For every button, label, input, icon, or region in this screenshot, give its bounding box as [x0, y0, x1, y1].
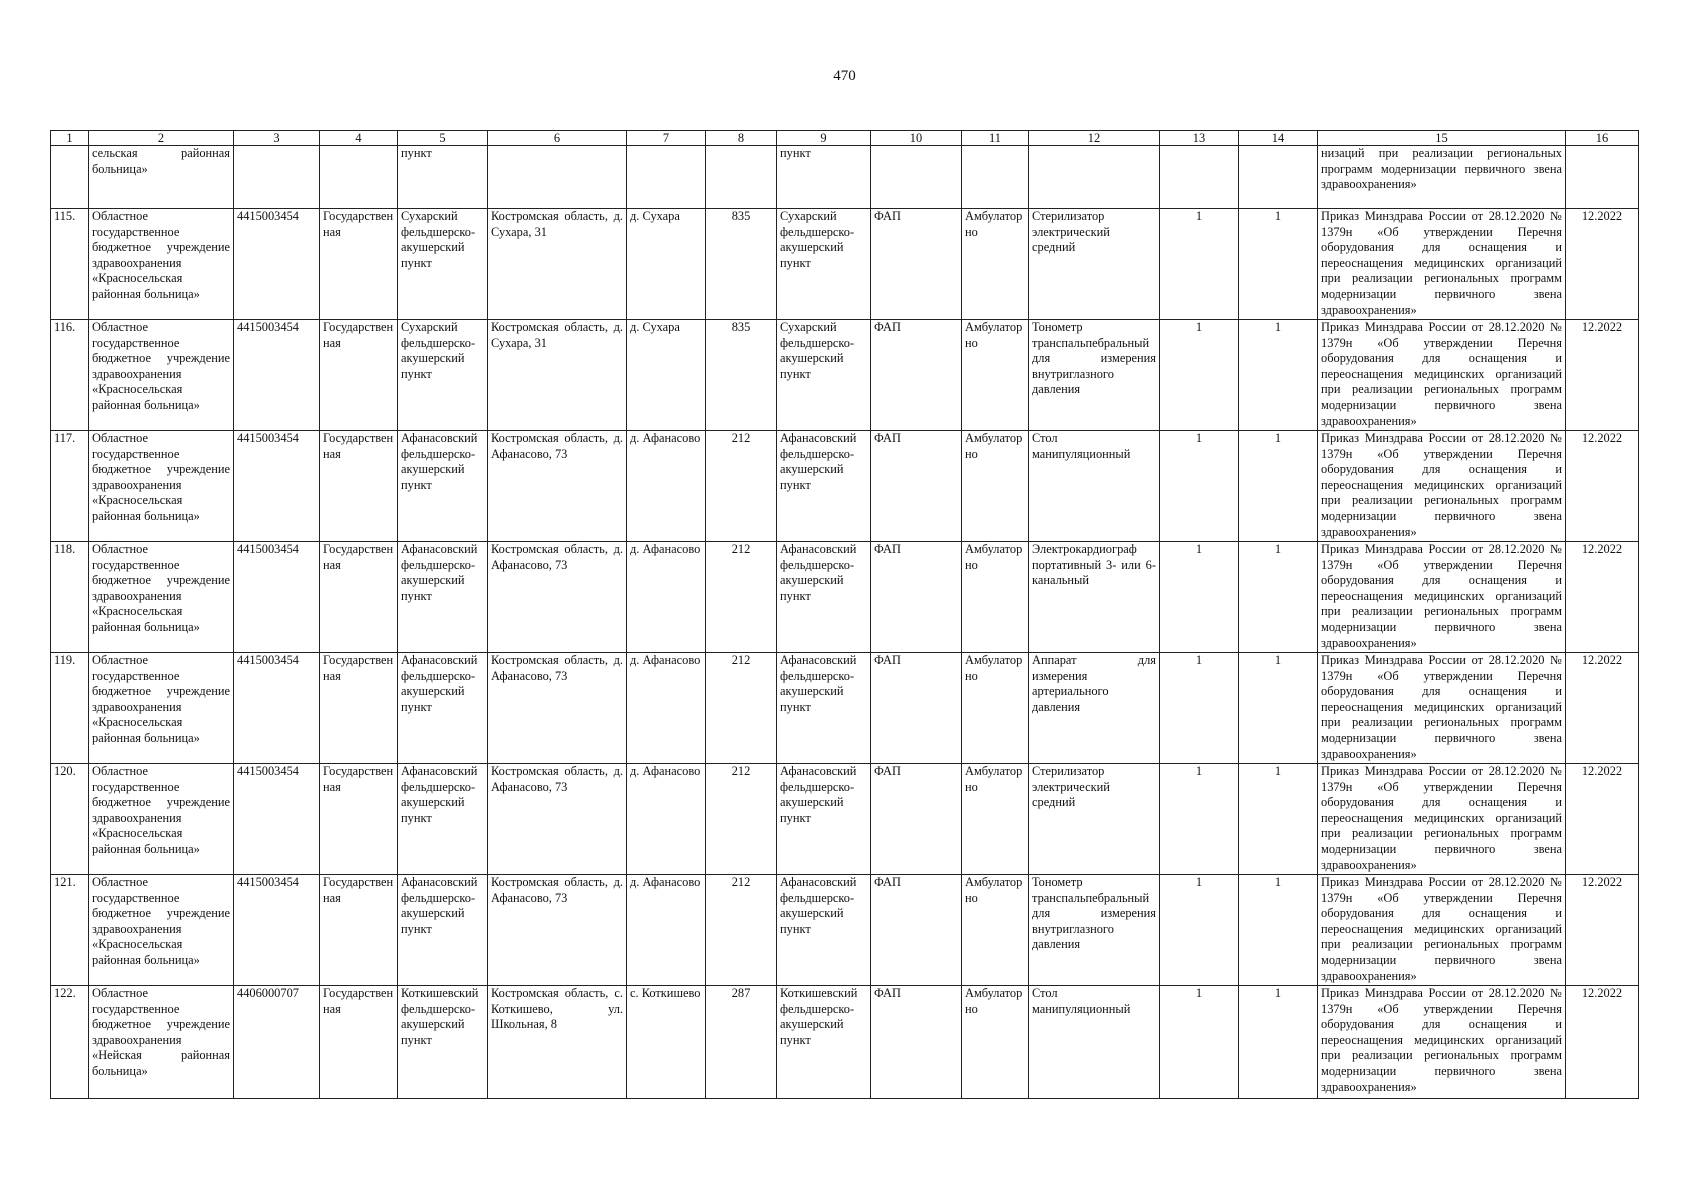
- cell-address: Костромская область, с. Коткишево, ул. Школьная, 8: [488, 986, 627, 1099]
- cell-basis: Приказ Минздрава России от 28.12.2020 № 1379н «Об утверждении Перечня оборудования для оснащения и переоснащения медицинских организаций при реализации региональных программ модернизации первичного звена здравоохранения»: [1318, 653, 1566, 764]
- cell-ownership: Государственная: [320, 764, 398, 875]
- cell-care-conditions: Амбулаторно: [962, 320, 1029, 431]
- cell-unit-type: ФАП: [871, 986, 962, 1099]
- cell-quantity: 1: [1239, 431, 1318, 542]
- cell-ownership: Государственная: [320, 542, 398, 653]
- cell-basis: Приказ Минздрава России от 28.12.2020 № 1379н «Об утверждении Перечня оборудования для оснащения и переоснащения медицинских организаций при реализации региональных программ модернизации первичного звена здравоохранения»: [1318, 986, 1566, 1099]
- cell-unit: Афанасовский фельдшерско-акушерский пункт: [777, 653, 871, 764]
- cell-locality: д. Афанасово: [627, 653, 706, 764]
- cell-unit: Афанасовский фельдшерско-акушерский пункт: [777, 542, 871, 653]
- cell-equipment: Стол манипуляционный: [1029, 431, 1160, 542]
- cell-care-conditions: Амбулаторно: [962, 431, 1029, 542]
- cell-locality: д. Афанасово: [627, 875, 706, 986]
- cell-date: 12.2022: [1566, 764, 1639, 875]
- cell-date: 12.2022: [1566, 986, 1639, 1099]
- page-number: 470: [833, 68, 856, 84]
- cell-population: 835: [706, 209, 777, 320]
- cell-date: 12.2022: [1566, 320, 1639, 431]
- cell-facility-name: Сухарский фельдшерско-акушерский пункт: [398, 320, 488, 431]
- cell-unit-type: ФАП: [871, 764, 962, 875]
- column-number: 10: [871, 131, 962, 146]
- cell-organization: Областное государственное бюджетное учреждение здравоохранения «Красносельская районная больница»: [89, 764, 234, 875]
- column-number: 11: [962, 131, 1029, 146]
- cell-care-conditions: Амбулаторно: [962, 542, 1029, 653]
- table-row: [51, 320, 1639, 431]
- cell-locality: д. Сухара: [627, 209, 706, 320]
- cell-quantity: 1: [1160, 209, 1239, 320]
- cell-ownership: Государственная: [320, 209, 398, 320]
- cell-quantity: 1: [1239, 653, 1318, 764]
- cell-quantity: 1: [1239, 209, 1318, 320]
- cell-care-conditions: Амбулаторно: [962, 653, 1029, 764]
- cell-ownership: Государственная: [320, 986, 398, 1099]
- cell-facility-name: пункт: [398, 146, 488, 209]
- column-number: 1: [51, 131, 89, 146]
- cell-unit: Коткишевский фельдшерско-акушерский пункт: [777, 986, 871, 1099]
- column-number: 4: [320, 131, 398, 146]
- cell-organization: Областное государственное бюджетное учреждение здравоохранения «Красносельская районная больница»: [89, 320, 234, 431]
- cell-row-number: 122.: [51, 986, 89, 1099]
- cell-row-number: 115.: [51, 209, 89, 320]
- cell-address: Костромская область, д. Афанасово, 73: [488, 875, 627, 986]
- cell-organization: Областное государственное бюджетное учреждение здравоохранения «Красносельская районная больница»: [89, 875, 234, 986]
- cell-care-conditions: Амбулаторно: [962, 209, 1029, 320]
- cell-quantity: 1: [1160, 653, 1239, 764]
- cell-facility-name: Афанасовский фельдшерско-акушерский пункт: [398, 653, 488, 764]
- cell-equipment: Стол манипуляционный: [1029, 986, 1160, 1099]
- cell-unit-type: ФАП: [871, 431, 962, 542]
- cell-quantity: 1: [1239, 542, 1318, 653]
- cell-unit-type: ФАП: [871, 320, 962, 431]
- cell-inn: 4415003454: [234, 653, 320, 764]
- cell-organization: Областное государственное бюджетное учреждение здравоохранения «Красносельская районная больница»: [89, 653, 234, 764]
- cell-equipment: Электрокардиограф портативный 3- или 6-канальный: [1029, 542, 1160, 653]
- cell-unit: Сухарский фельдшерско-акушерский пункт: [777, 209, 871, 320]
- cell-equipment: Стерилизатор электрический средний: [1029, 764, 1160, 875]
- cell-date: 12.2022: [1566, 431, 1639, 542]
- cell-unit: Афанасовский фельдшерско-акушерский пункт: [777, 875, 871, 986]
- cell-unit: Афанасовский фельдшерско-акушерский пункт: [777, 431, 871, 542]
- cell-quantity: 1: [1239, 320, 1318, 431]
- cell-row-number: 117.: [51, 431, 89, 542]
- cell-quantity: 1: [1239, 986, 1318, 1099]
- cell-row-number: 120.: [51, 764, 89, 875]
- column-number: 5: [398, 131, 488, 146]
- cell-facility-name: Афанасовский фельдшерско-акушерский пункт: [398, 542, 488, 653]
- column-number: 6: [488, 131, 627, 146]
- cell-ownership: Государственная: [320, 653, 398, 764]
- table-row: [51, 764, 1639, 875]
- cell-facility-name: Афанасовский фельдшерско-акушерский пункт: [398, 431, 488, 542]
- cell-locality: д. Афанасово: [627, 764, 706, 875]
- cell-population: 212: [706, 875, 777, 986]
- cell-organization: Областное государственное бюджетное учреждение здравоохранения «Красносельская районная больница»: [89, 431, 234, 542]
- cell-locality: д. Сухара: [627, 320, 706, 431]
- cell-basis: Приказ Минздрава России от 28.12.2020 № 1379н «Об утверждении Перечня оборудования для оснащения и переоснащения медицинских организаций при реализации региональных программ модернизации первичного звена здравоохранения»: [1318, 320, 1566, 431]
- cell-unit-type: ФАП: [871, 209, 962, 320]
- column-number: 15: [1318, 131, 1566, 146]
- cell-quantity: 1: [1160, 320, 1239, 431]
- table-row: [51, 431, 1639, 542]
- cell-date: 12.2022: [1566, 875, 1639, 986]
- cell-locality: д. Афанасово: [627, 542, 706, 653]
- cell-address: Костромская область, д. Афанасово, 73: [488, 542, 627, 653]
- cell-care-conditions: Амбулаторно: [962, 875, 1029, 986]
- cell-organization: Областное государственное бюджетное учреждение здравоохранения «Красносельская районная больница»: [89, 209, 234, 320]
- cell-quantity: 1: [1239, 764, 1318, 875]
- cell-quantity: 1: [1160, 875, 1239, 986]
- cell-date: 12.2022: [1566, 542, 1639, 653]
- cell-inn: 4415003454: [234, 320, 320, 431]
- column-number: 16: [1566, 131, 1639, 146]
- registry-table: [50, 130, 1639, 1099]
- continuation-row: [51, 146, 1639, 209]
- column-number: 14: [1239, 131, 1318, 146]
- cell-quantity: 1: [1239, 875, 1318, 986]
- cell-basis: Приказ Минздрава России от 28.12.2020 № 1379н «Об утверждении Перечня оборудования для оснащения и переоснащения медицинских организаций при реализации региональных программ модернизации первичного звена здравоохранения»: [1318, 764, 1566, 875]
- table-row: [51, 653, 1639, 764]
- cell-unit-type: ФАП: [871, 653, 962, 764]
- cell-row-number: 116.: [51, 320, 89, 431]
- column-number: 2: [89, 131, 234, 146]
- cell-address: Костромская область, д. Афанасово, 73: [488, 764, 627, 875]
- cell-row-number: 118.: [51, 542, 89, 653]
- cell-population: 212: [706, 542, 777, 653]
- cell-date: 12.2022: [1566, 209, 1639, 320]
- cell-facility-name: Сухарский фельдшерско-акушерский пункт: [398, 209, 488, 320]
- cell-unit: пункт: [777, 146, 871, 209]
- cell-inn: 4415003454: [234, 542, 320, 653]
- cell-locality: д. Афанасово: [627, 431, 706, 542]
- cell-ownership: Государственная: [320, 431, 398, 542]
- cell-address: Костромская область, д. Сухара, 31: [488, 320, 627, 431]
- cell-inn: 4415003454: [234, 875, 320, 986]
- cell-address: Костромская область, д. Афанасово, 73: [488, 431, 627, 542]
- cell-basis: низаций при реализации региональных программ модернизации первичного звена здравоохранения»: [1318, 146, 1566, 209]
- cell-facility-name: Афанасовский фельдшерско-акушерский пункт: [398, 875, 488, 986]
- cell-unit-type: ФАП: [871, 875, 962, 986]
- cell-unit: Сухарский фельдшерско-акушерский пункт: [777, 320, 871, 431]
- cell-row-number: 119.: [51, 653, 89, 764]
- column-number: 3: [234, 131, 320, 146]
- cell-equipment: Тонометр транспальпебральный для измерения внутриглазного давления: [1029, 875, 1160, 986]
- cell-quantity: 1: [1160, 542, 1239, 653]
- cell-care-conditions: Амбулаторно: [962, 986, 1029, 1099]
- table-row: [51, 986, 1639, 1099]
- cell-inn: 4415003454: [234, 431, 320, 542]
- cell-equipment: Стерилизатор электрический средний: [1029, 209, 1160, 320]
- cell-inn: 4415003454: [234, 209, 320, 320]
- column-number-row: [51, 131, 1639, 146]
- cell-organization: Областное государственное бюджетное учреждение здравоохранения «Красносельская районная больница»: [89, 542, 234, 653]
- cell-population: 835: [706, 320, 777, 431]
- cell-population: 212: [706, 653, 777, 764]
- cell-row-number: 121.: [51, 875, 89, 986]
- cell-ownership: Государственная: [320, 875, 398, 986]
- cell-quantity: 1: [1160, 764, 1239, 875]
- cell-facility-name: Коткишевский фельдшерско-акушерский пункт: [398, 986, 488, 1099]
- cell-address: Костромская область, д. Афанасово, 73: [488, 653, 627, 764]
- cell-population: 212: [706, 764, 777, 875]
- column-number: 9: [777, 131, 871, 146]
- cell-ownership: Государственная: [320, 320, 398, 431]
- cell-facility-name: Афанасовский фельдшерско-акушерский пункт: [398, 764, 488, 875]
- column-number: 8: [706, 131, 777, 146]
- column-number: 13: [1160, 131, 1239, 146]
- cell-equipment: Тонометр транспальпебральный для измерения внутриглазного давления: [1029, 320, 1160, 431]
- cell-unit: Афанасовский фельдшерско-акушерский пункт: [777, 764, 871, 875]
- cell-inn: 4415003454: [234, 764, 320, 875]
- cell-equipment: Аппарат для измерения артериального давления: [1029, 653, 1160, 764]
- cell-date: 12.2022: [1566, 653, 1639, 764]
- cell-care-conditions: Амбулаторно: [962, 764, 1029, 875]
- cell-unit-type: ФАП: [871, 542, 962, 653]
- cell-organization: Областное государственное бюджетное учреждение здравоохранения «Нейская районная больница»: [89, 986, 234, 1099]
- cell-basis: Приказ Минздрава России от 28.12.2020 № 1379н «Об утверждении Перечня оборудования для оснащения и переоснащения медицинских организаций при реализации региональных программ модернизации первичного звена здравоохранения»: [1318, 542, 1566, 653]
- cell-inn: 4406000707: [234, 986, 320, 1099]
- table-row: [51, 209, 1639, 320]
- table-row: [51, 875, 1639, 986]
- cell-basis: Приказ Минздрава России от 28.12.2020 № 1379н «Об утверждении Перечня оборудования для оснащения и переоснащения медицинских организаций при реализации региональных программ модернизации первичного звена здравоохранения»: [1318, 431, 1566, 542]
- column-number: 7: [627, 131, 706, 146]
- table-row: [51, 542, 1639, 653]
- cell-address: Костромская область, д. Сухара, 31: [488, 209, 627, 320]
- cell-quantity: 1: [1160, 986, 1239, 1099]
- cell-locality: с. Коткишево: [627, 986, 706, 1099]
- cell-organization: сельская районная больница»: [89, 146, 234, 209]
- cell-basis: Приказ Минздрава России от 28.12.2020 № 1379н «Об утверждении Перечня оборудования для оснащения и переоснащения медицинских организаций при реализации региональных программ модернизации первичного звена здравоохранения»: [1318, 875, 1566, 986]
- cell-quantity: 1: [1160, 431, 1239, 542]
- cell-population: 287: [706, 986, 777, 1099]
- column-number: 12: [1029, 131, 1160, 146]
- cell-population: 212: [706, 431, 777, 542]
- cell-basis: Приказ Минздрава России от 28.12.2020 № 1379н «Об утверждении Перечня оборудования для оснащения и переоснащения медицинских организаций при реализации региональных программ модернизации первичного звена здравоохранения»: [1318, 209, 1566, 320]
